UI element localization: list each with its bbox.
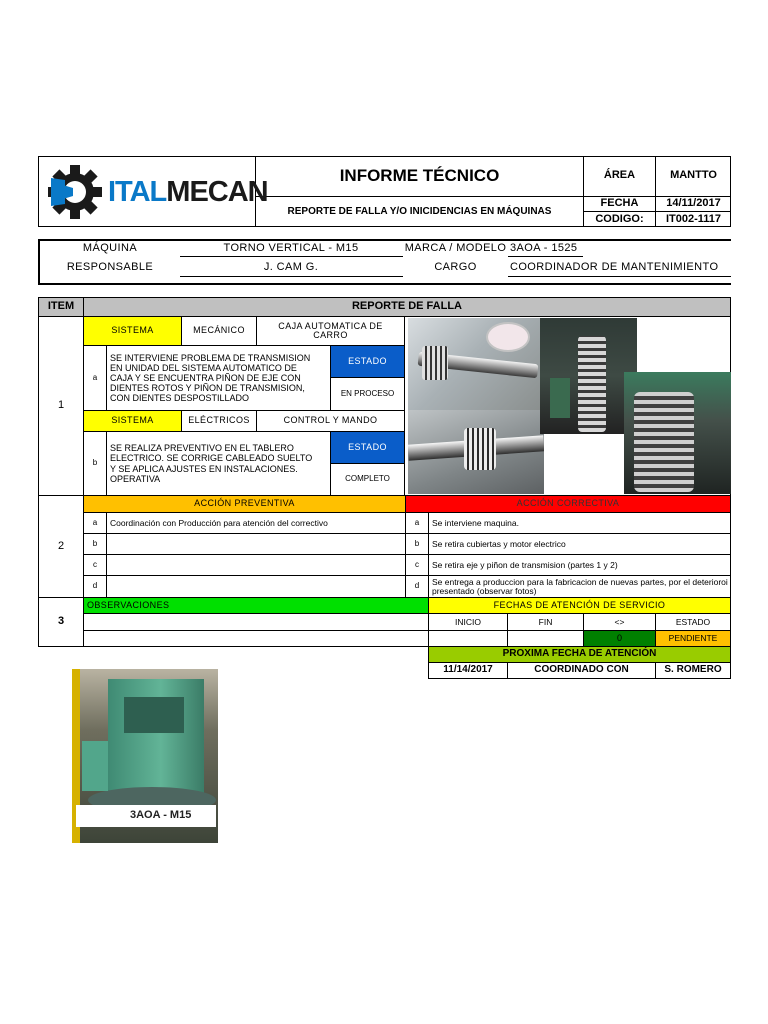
logo-text-ital: ITAL (108, 176, 167, 208)
machine-photo (72, 669, 218, 843)
estado-a-label: ESTADO (330, 345, 405, 378)
preventiva-text-a: Coordinación con Producción para atención del correctivo (106, 512, 406, 534)
sistema-b-value: ELÉCTRICOS (181, 410, 257, 432)
diff-label: <> (583, 613, 656, 631)
estado-b-label: ESTADO (330, 431, 405, 464)
inicio-value (428, 630, 508, 647)
correctiva-header: ACCIÓN CORRECTIVA (405, 495, 731, 513)
correctiva-text-a: Se interviene maquina. (428, 512, 731, 534)
codigo-label: CODIGO: (595, 212, 644, 225)
correctiva-letter-d: d (405, 575, 429, 598)
preventiva-letter-d: d (83, 575, 107, 598)
shaft-photo-1 (408, 318, 542, 410)
estado-b-value: COMPLETO (330, 463, 405, 496)
sistema-a-label: SISTEMA (83, 316, 182, 346)
estado-label: ESTADO (655, 613, 731, 631)
cargo-label: CARGO (434, 260, 477, 273)
gear-photo-2 (624, 372, 731, 494)
estado-value: PENDIENTE (655, 630, 731, 647)
row-b-description: SE REALIZA PREVENTIVO EN EL TABLERO ELECTRICO. SE CORRIGE CABLEADO SUELTO Y SE APLICA AJUSTES EN INSTALACIONES. OPERATIVA (106, 431, 331, 496)
marca-label: MARCA / MODELO (404, 242, 507, 255)
machine-photo-caption: 3AOA - M15 (76, 805, 216, 827)
estado-a-value: EN PROCESO (330, 377, 405, 411)
company-logo (46, 164, 268, 220)
responsable-label: RESPONSABLE (66, 260, 154, 273)
row-b-letter: b (83, 431, 107, 496)
preventiva-letter-b: b (83, 533, 107, 555)
fechas-header: FECHAS DE ATENCIÓN DE SERVICIO (428, 597, 731, 614)
row-a-letter: a (83, 345, 107, 411)
area-value: MANTTO (670, 169, 717, 182)
fin-value (507, 630, 584, 647)
item-header: ITEM (38, 297, 84, 317)
logo-text-mecan: MECAN (166, 176, 268, 208)
fin-label: FIN (507, 613, 584, 631)
coordinado-value: S. ROMERO (655, 662, 731, 679)
proxima-date: 11/14/2017 (428, 662, 508, 679)
inicio-label: INICIO (428, 613, 508, 631)
item-2: 2 (38, 495, 84, 598)
diff-value: 0 (583, 630, 656, 647)
preventiva-text-d (106, 575, 406, 598)
correctiva-letter-c: c (405, 554, 429, 576)
fecha-label: FECHA (600, 197, 639, 210)
observaciones-line-2 (83, 630, 429, 647)
correctiva-text-b: Se retira cubiertas y motor electrico (428, 533, 731, 555)
correctiva-text-c: Se retira eje y piñon de transmision (partes 1 y 2) (428, 554, 731, 576)
observaciones-line-1 (83, 613, 429, 631)
marca-value: 3AOA - 1525 (510, 242, 578, 255)
observaciones-header: OBSERVACIONES (83, 597, 429, 614)
preventiva-letter-c: c (83, 554, 107, 576)
shaft-photo-2 (408, 410, 544, 494)
maquina-label: MÁQUINA (82, 242, 138, 255)
preventiva-header: ACCIÓN PREVENTIVA (83, 495, 406, 513)
area-label: ÁREA (603, 169, 636, 182)
sistema-a-value: MECÁNICO (181, 316, 257, 346)
item-3: 3 (38, 597, 84, 647)
maquina-value: TORNO VERTICAL - M15 (223, 242, 359, 255)
codigo-value: IT002-1117 (665, 212, 722, 225)
report-title: INFORME TÉCNICO (339, 166, 500, 186)
sistema-b-detail: CONTROL Y MANDO (256, 410, 405, 432)
preventiva-text-c (106, 554, 406, 576)
correctiva-text-d: Se entrega a produccion para la fabricacion de nuevas partes, por el deterioroi presentado (observar fotos) (428, 575, 731, 598)
preventiva-text-b (106, 533, 406, 555)
row-a-description: SE INTERVIENE PROBLEMA DE TRANSMISION EN UNIDAD DEL SISTEMA AUTOMATICO DE CAJA Y SE ENCUENTRA PIÑON DE EJE CON DIENTES ROTOS Y PIÑON DE TRANSMISION, CON DIENTES DESPOSTILLADO (106, 345, 331, 411)
correctiva-letter-b: b (405, 533, 429, 555)
preventiva-letter-a: a (83, 512, 107, 534)
sistema-b-label: SISTEMA (83, 410, 182, 432)
gear-logo-icon (46, 164, 104, 220)
report-subtitle: REPORTE DE FALLA Y/O INICIDENCIAS EN MÁQUINAS (287, 205, 552, 217)
sistema-a-detail: CAJA AUTOMATICA DE CARRO (256, 316, 405, 346)
coordinado-label: COORDINADO CON (507, 662, 656, 679)
responsable-value: J. CAM G. (263, 260, 319, 273)
proxima-header: PROXIMA FECHA DE ATENCIÓN (428, 646, 731, 663)
correctiva-letter-a: a (405, 512, 429, 534)
fecha-value: 14/11/2017 (666, 197, 721, 210)
item-1: 1 (38, 316, 84, 496)
gear-photo-1 (540, 318, 637, 434)
cargo-value: COORDINADOR DE MANTENIMIENTO (510, 260, 719, 273)
falla-header: REPORTE DE FALLA (83, 297, 731, 317)
